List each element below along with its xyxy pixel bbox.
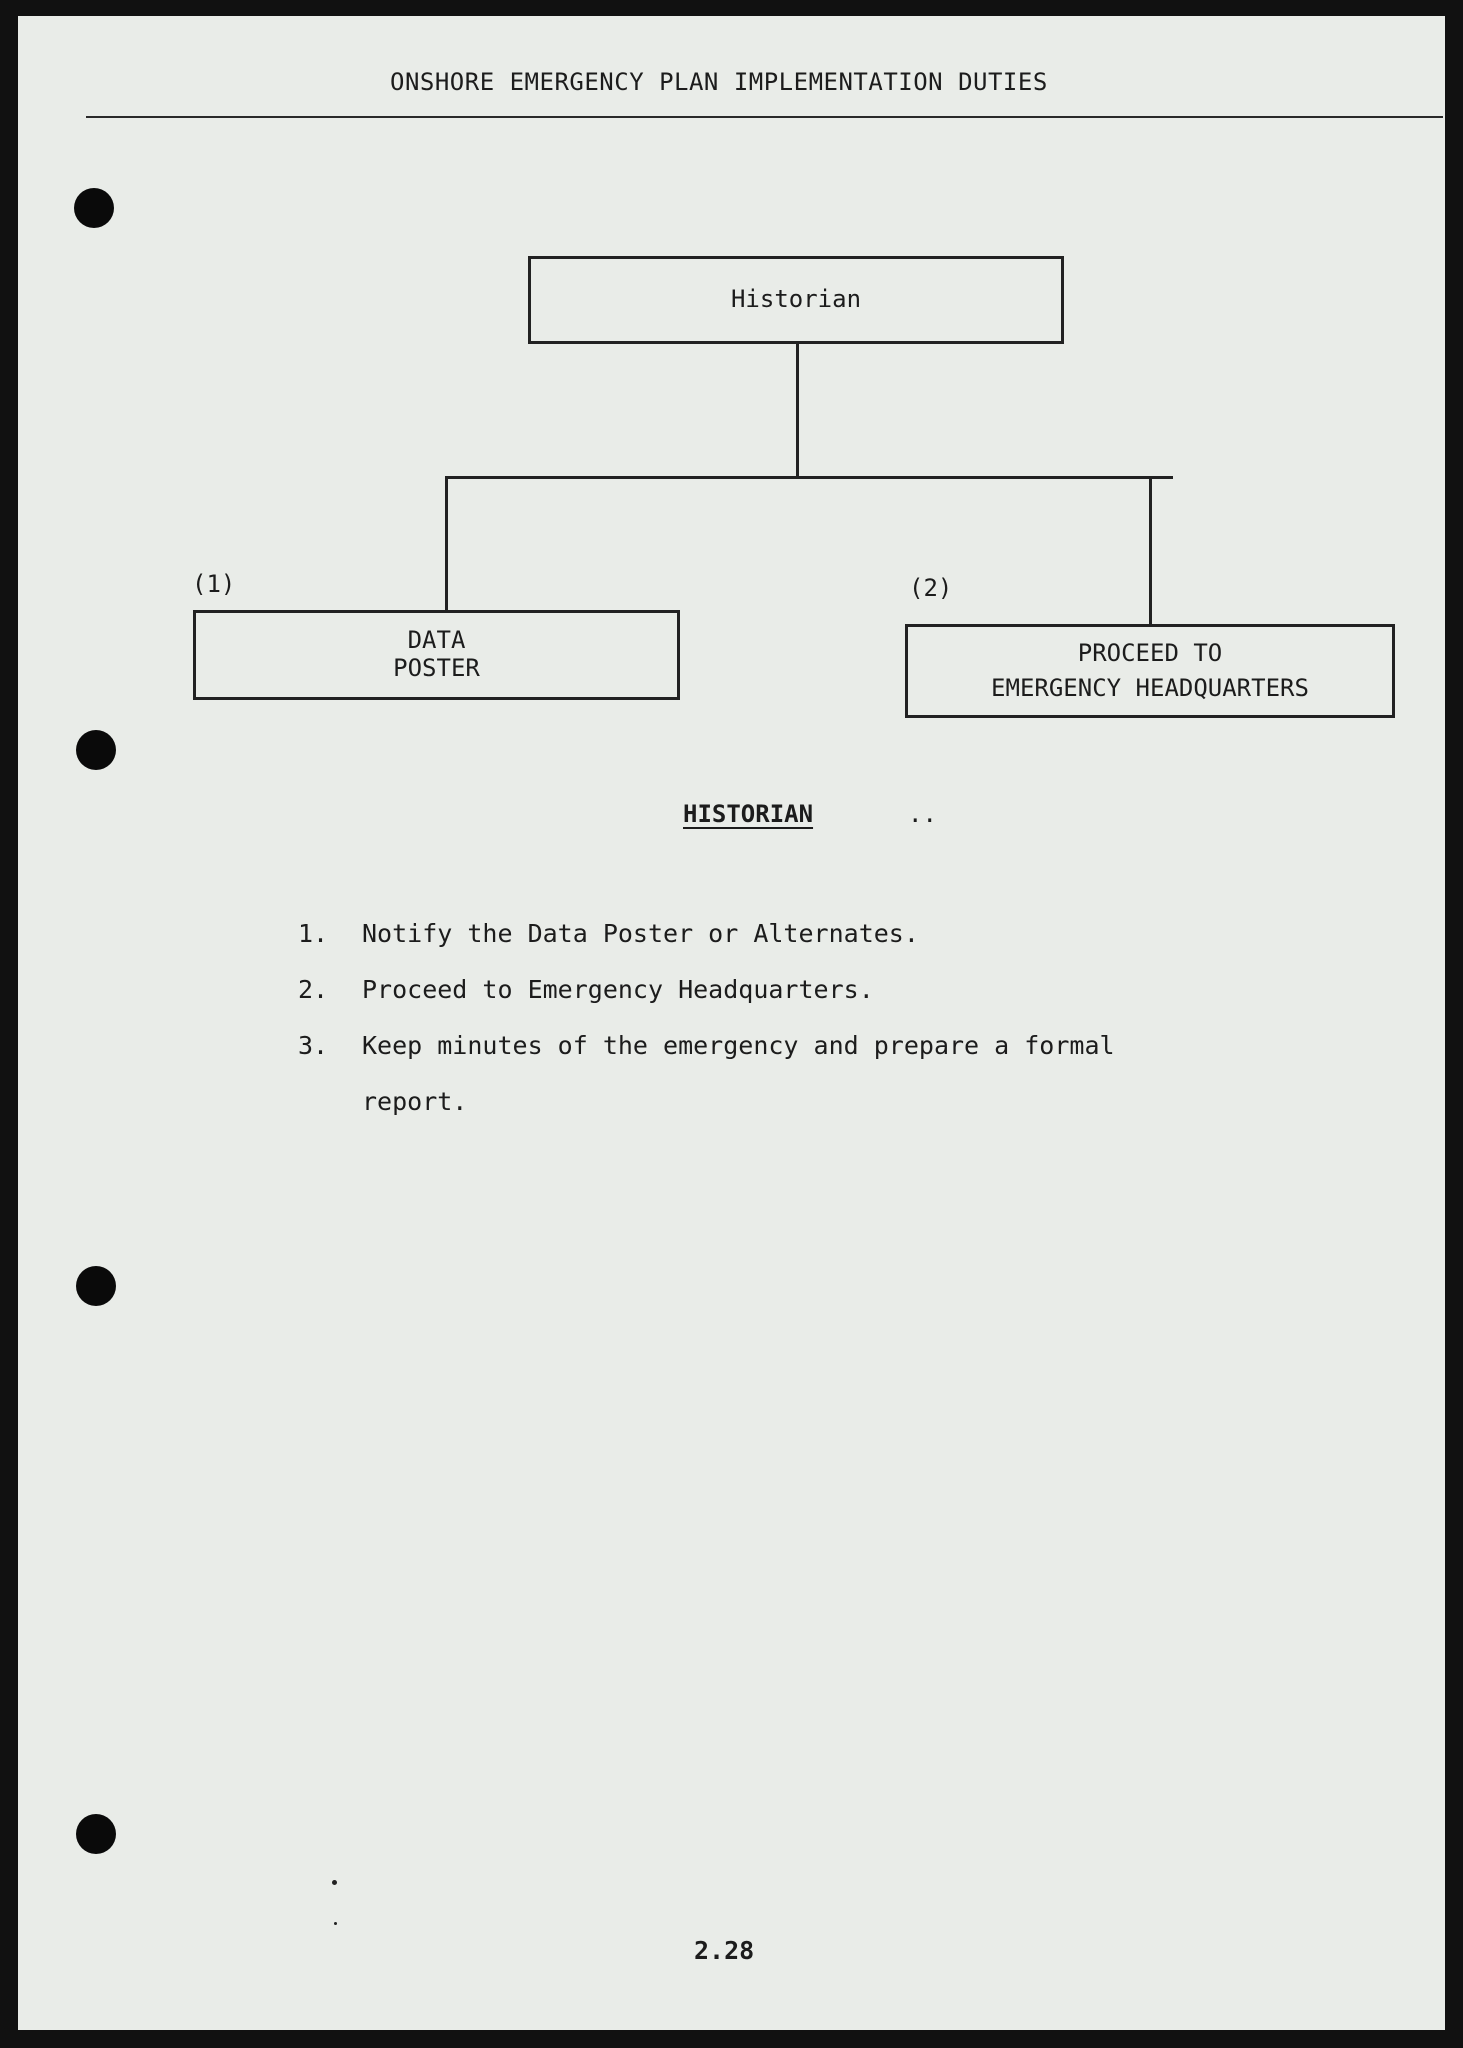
connector-line — [1149, 476, 1152, 626]
box-number-1: (1) — [192, 570, 236, 598]
data-poster-line-1: DATA — [407, 626, 466, 655]
duty-text: Notify the Data Poster or Alternates. — [362, 919, 919, 948]
list-item — [298, 1018, 1162, 1130]
document-page — [18, 16, 1445, 2030]
connector-line — [796, 344, 799, 478]
punch-hole — [76, 1814, 116, 1854]
speck — [334, 1922, 337, 1925]
section-title: HISTORIAN — [683, 800, 814, 828]
duty-number: 1. — [298, 919, 329, 948]
duty-number: 3. — [298, 1031, 329, 1060]
punch-hole — [76, 730, 116, 770]
historian-box — [528, 256, 1064, 344]
connector-line — [445, 476, 1173, 479]
data-poster-line-2: POSTER — [393, 654, 480, 682]
punch-hole — [74, 188, 114, 228]
connector-line — [445, 476, 448, 612]
data-poster-box — [193, 610, 680, 700]
duty-text: Proceed to Emergency Headquarters. — [362, 975, 874, 1004]
historian-box-label: Historian — [730, 285, 862, 314]
list-item — [298, 962, 1162, 1018]
section-title-mark: .. — [908, 800, 937, 828]
speck — [332, 1880, 337, 1885]
emergency-headquarters-box — [905, 624, 1395, 718]
page-header: ONSHORE EMERGENCY PLAN IMPLEMENTATION DUTIES — [390, 68, 1048, 96]
page-number: 2.28 — [694, 1936, 755, 1965]
eh-line-2: EMERGENCY HEADQUARTERS — [991, 674, 1309, 702]
punch-hole — [76, 1266, 116, 1306]
duty-number: 2. — [298, 975, 329, 1004]
list-item — [298, 906, 1162, 962]
duty-text: Keep minutes of the emergency and prepare a formal report. — [362, 1031, 1115, 1116]
header-rule — [86, 116, 1443, 118]
duties-list — [298, 906, 1162, 1130]
box-number-2: (2) — [909, 574, 953, 602]
eh-line-1: PROCEED TO — [1077, 639, 1223, 668]
